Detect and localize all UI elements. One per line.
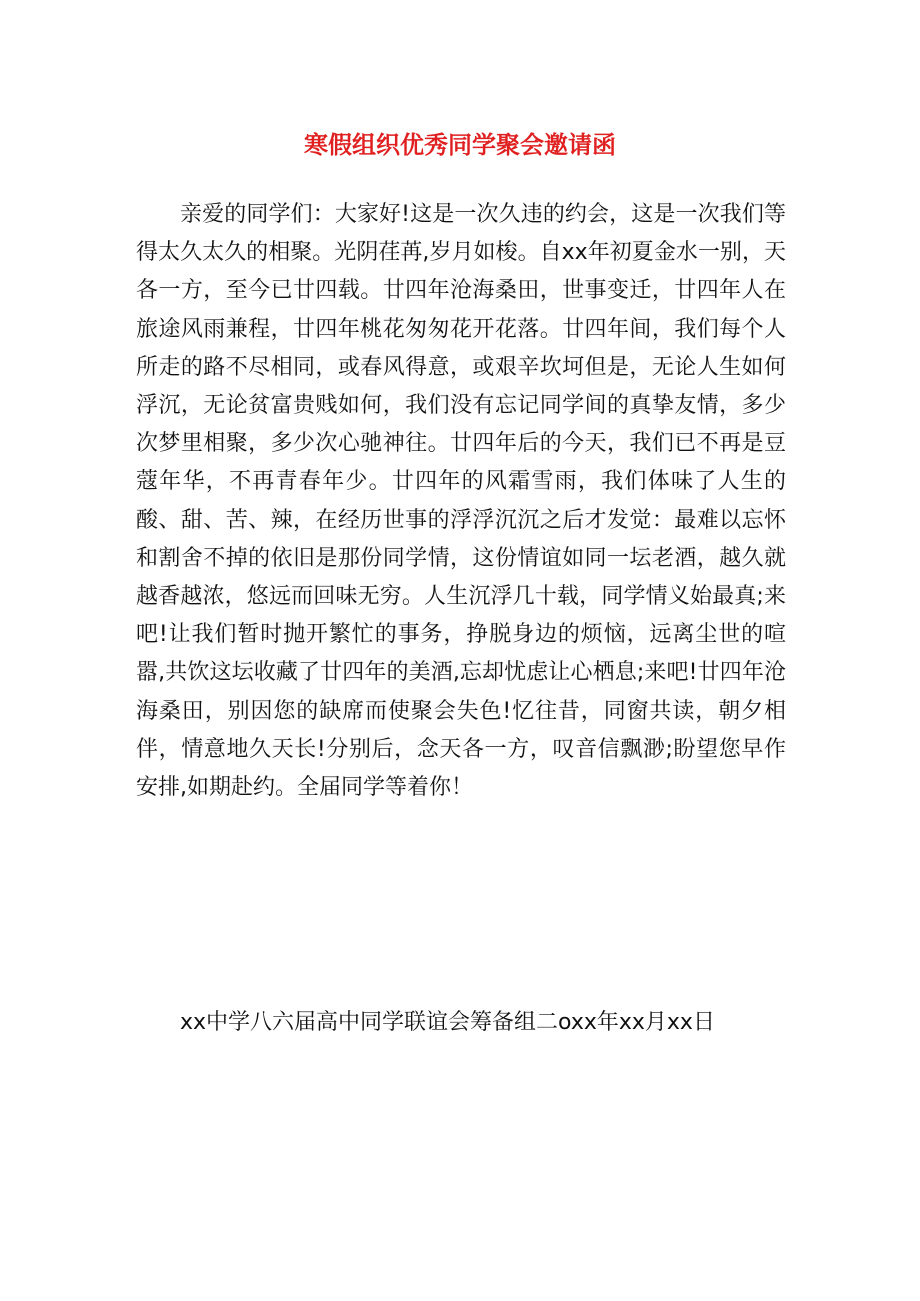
document-title: 寒假组织优秀同学聚会邀请函 bbox=[304, 131, 616, 159]
signature-line: xx中学八六届高中同学联谊会筹备组二oxx年xx月xx日 bbox=[180, 1010, 715, 1035]
invitation-body: 亲爱的同学们：大家好!这是一次久违的约会，这是一次我们等得太久太久的相聚。光阴荏苒,岁月如梭。自xx年初夏金水一别，天各一方，至今已廿四载。廿四年沧海桑田，世事变迁，廿四年人在旅途风雨兼程，廿四年桃花匆匆花开花落。廿四年间，我们每个人所走的路不尽相同，或春风得意，或艰辛坎坷但是，无论人生如何浮沉，无论贫富贵贱如何，我们没有忘记同学间的真挚友情，多少次梦里相聚，多少次心驰神往。廿四年后的今天，我们已不再是豆蔻年华，不再青春年少。廿四年的风霜雪雨，我们体味了人生的酸、甜、苦、辣，在经历世事的浮浮沉沉之后才发觉：最难以忘怀和割舍不掉的依旧是那份同学情，这份情谊如同一坛老酒，越久就越香越浓，悠远而回味无穷。人生沉浮几十载，同学情义始最真;来吧!让我们暂时抛开繁忙的事务，挣脱身边的烦恼，远离尘世的喧嚣,共饮这坛收藏了廿四年的美酒,忘却忧虑让心栖息;来吧!廿四年沧海桑田，别因您的缺席而使聚会失色!忆往昔，同窗共读，朝夕相伴，情意地久天长!分别后，念天各一方，叹音信飘渺;盼望您早作安排,如期赴约。全届同学等着你！ bbox=[136, 202, 786, 801]
